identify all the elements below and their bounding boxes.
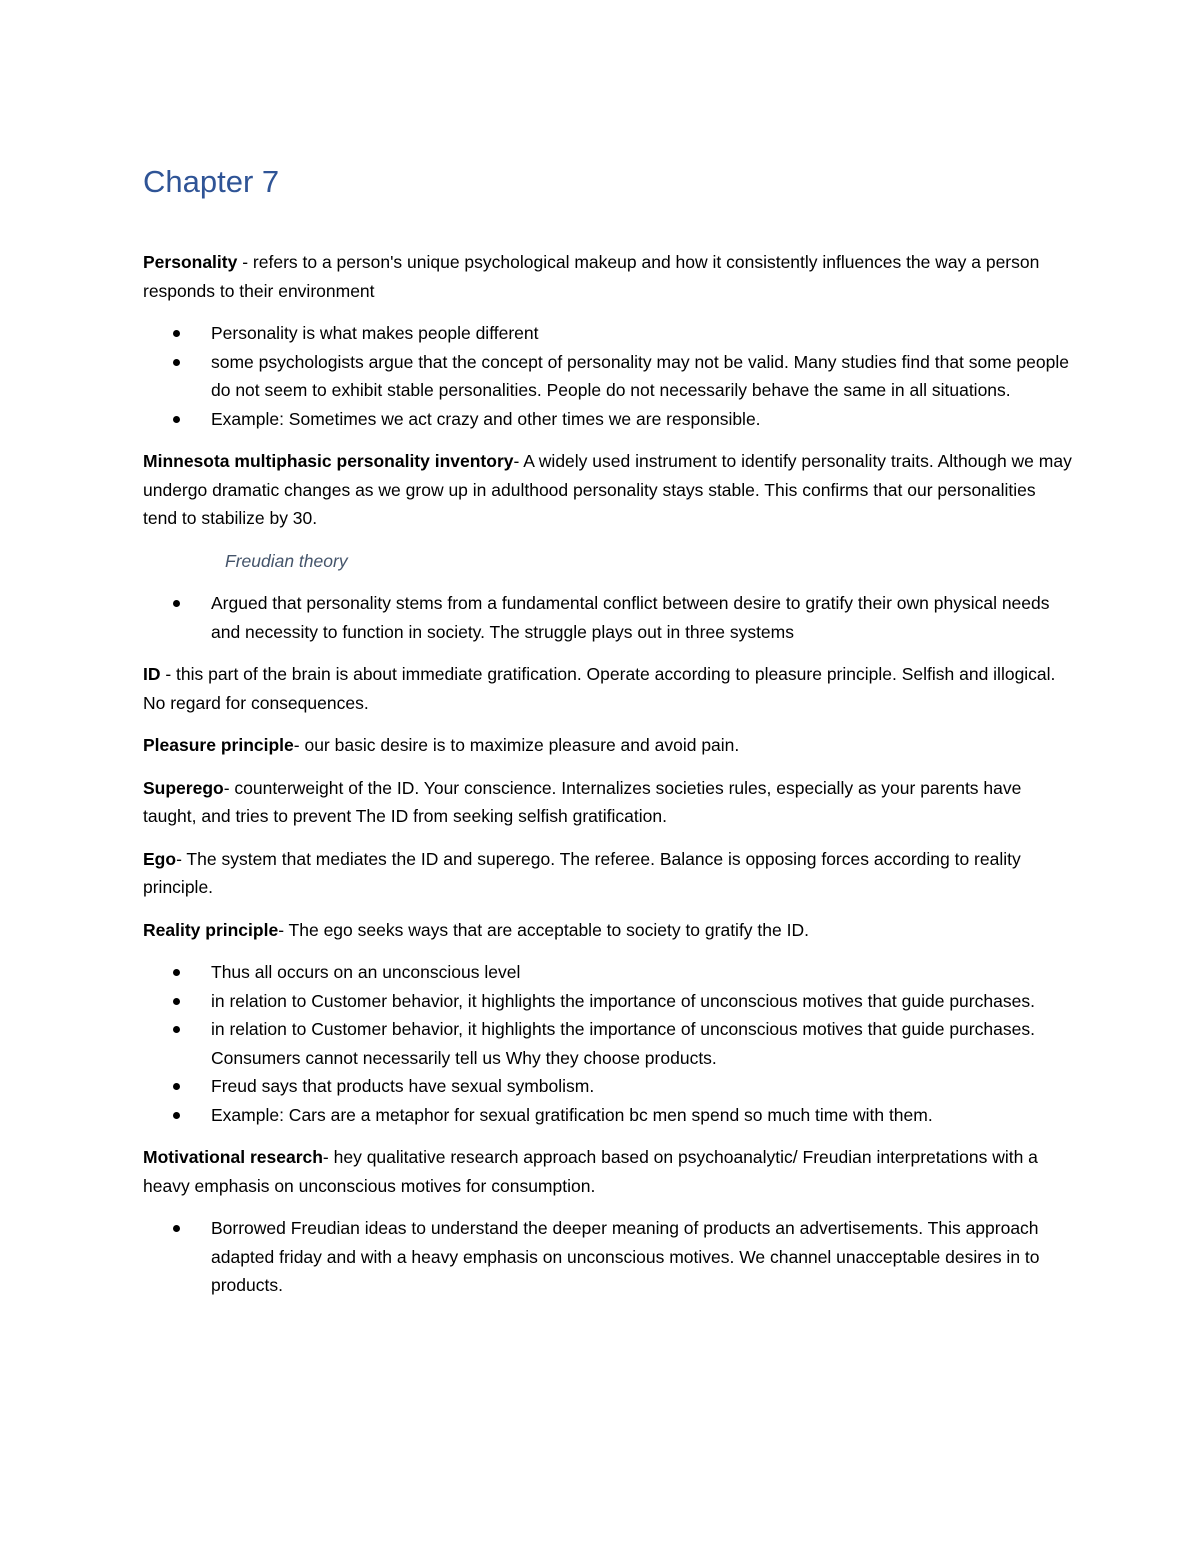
bullet-icon (173, 359, 180, 366)
reality-bullet-list (143, 958, 1073, 1129)
list-item: some psychologists argue that the concept of personality may not be valid. Many studies find that some people do not seem to exhibit stable personalities. People do not necessarily behave the same in all situations. (211, 348, 1073, 405)
list-item: Example: Sometimes we act crazy and other times we are responsible. (211, 405, 1073, 434)
motivational-research-text: - hey qualitative research approach based on psychoanalytic/ Freudian interpretations with a heavy emphasis on unconscious motives for consumption. (143, 1147, 1038, 1196)
term-mmpi: Minnesota multiphasic personality inventory (143, 451, 514, 471)
term-superego: Superego (143, 777, 224, 798)
term-id: ID (143, 664, 161, 684)
bullet-icon (173, 969, 180, 976)
list-item: Thus all occurs on an unconscious level (211, 958, 1073, 987)
bullet-icon (173, 1112, 180, 1119)
freudian-bullet-list (143, 589, 1073, 646)
term-pleasure-principle: Pleasure principle (143, 735, 294, 755)
list-item: Borrowed Freudian ideas to understand the deeper meaning of products an advertisements. This approach adapted friday and with a heavy emphasis on unconscious motives. We channel unacceptable desires in to products. (211, 1214, 1073, 1300)
term-reality-principle: Reality principle (143, 919, 279, 940)
term-personality: Personality (143, 252, 238, 272)
bullet-icon (173, 600, 180, 607)
bullet-icon (173, 330, 180, 337)
id-definition (143, 660, 1073, 717)
document-body (143, 248, 1073, 1314)
bullet-icon (173, 1225, 180, 1232)
id-text: - this part of the brain is about immediate gratification. Operate according to pleasure principle. Selfish and illogical. No regard for consequences. (143, 664, 1056, 713)
list-item: Personality is what makes people different (211, 319, 1073, 348)
bullet-icon (173, 416, 180, 423)
superego-text: - counterweight of the ID. Your conscience. Internalizes societies rules, especially as your parents have taught, and tries to prevent The ID from seeking selfish gratification. (143, 777, 1022, 826)
reality-principle-definition (143, 916, 1073, 945)
term-ego: Ego (143, 848, 177, 869)
list-item: Argued that personality stems from a fundamental conflict between desire to gratify their own physical needs and necessity to function in society. The struggle plays out in three systems (211, 589, 1073, 646)
motivational-research-definition (143, 1143, 1073, 1200)
motivational-bullet-list (143, 1214, 1073, 1300)
personality-bullet-list (143, 319, 1073, 433)
pleasure-principle-definition (143, 731, 1073, 760)
bullet-icon (173, 1083, 180, 1090)
freudian-theory-heading: Freudian theory (225, 550, 348, 571)
bullet-icon (173, 998, 180, 1005)
personality-definition (143, 248, 1073, 305)
ego-definition (143, 845, 1073, 902)
list-item: Freud says that products have sexual symbolism. (211, 1072, 1073, 1101)
list-item: in relation to Customer behavior, it highlights the importance of unconscious motives that guide purchases. Consumers cannot necessarily tell us Why they choose products. (211, 1015, 1073, 1072)
ego-text: - The system that mediates the ID and superego. The referee. Balance is opposing forces according to reality principle. (143, 848, 1021, 897)
list-item: in relation to Customer behavior, it highlights the importance of unconscious motives that guide purchases. (211, 987, 1073, 1016)
reality-principle-text: - The ego seeks ways that are acceptable to society to gratify the ID. (278, 919, 809, 940)
chapter-title: Chapter 7 (143, 164, 280, 199)
personality-text: - refers to a person's unique psychological makeup and how it consistently influences the way a person responds to their environment (143, 252, 1040, 301)
bullet-icon (173, 1026, 180, 1033)
mmpi-definition (143, 447, 1073, 533)
list-item: Example: Cars are a metaphor for sexual gratification bc men spend so much time with them. (211, 1101, 1073, 1130)
pleasure-principle-text: - our basic desire is to maximize pleasure and avoid pain. (293, 735, 740, 755)
term-motivational-research: Motivational research (143, 1147, 323, 1167)
mmpi-text: - A widely used instrument to identify personality traits. Although we may undergo dramatic changes as we grow up in adulthood personality stays stable. This confirms that our personalities tend to stabilize by 30. (143, 451, 1072, 528)
superego-definition (143, 774, 1073, 831)
